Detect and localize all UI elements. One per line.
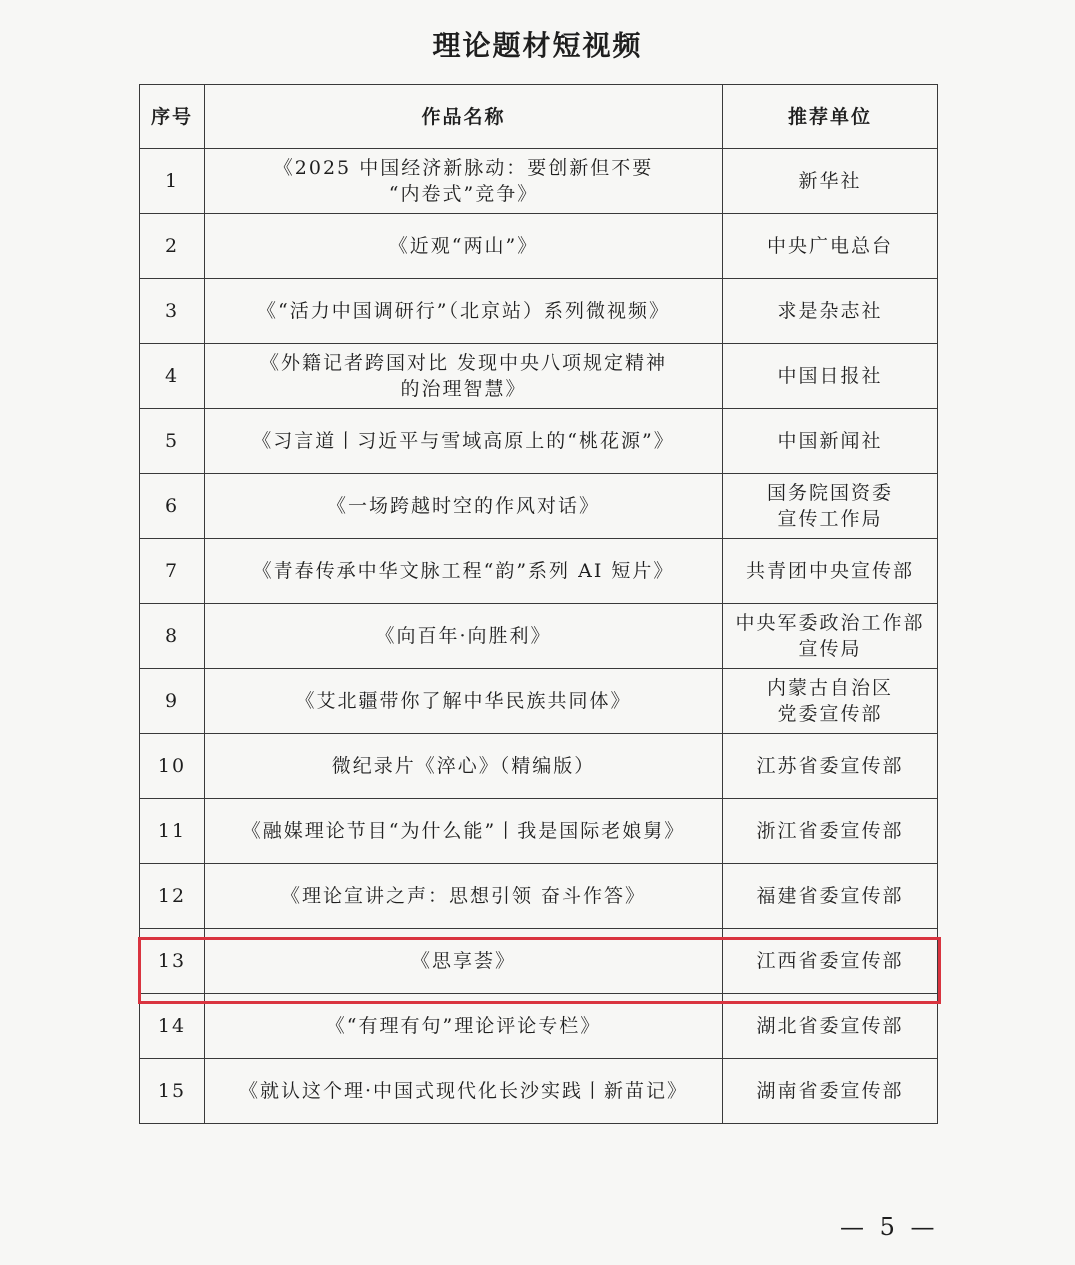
table-row xyxy=(140,799,938,864)
table-header-row xyxy=(140,85,938,149)
cell-recommending-unit xyxy=(723,539,938,604)
table-row xyxy=(140,474,938,539)
cell-work-title xyxy=(205,474,723,539)
unit-line: 江苏省委宣传部 xyxy=(756,755,904,777)
cell-serial-number: 3 xyxy=(140,279,205,344)
cell-recommending-unit xyxy=(723,669,938,734)
work-title-line: 的治理智慧》 xyxy=(400,378,527,400)
work-title-line: 微纪录片《淬心》（精编版） xyxy=(331,755,596,777)
work-title-line: 《2025 中国经济新脉动：要创新但不要 xyxy=(273,157,654,179)
cell-serial-number: 11 xyxy=(140,799,205,864)
unit-line: 宣传工作局 xyxy=(777,508,883,530)
work-title-line: 《艾北疆带你了解中华民族共同体》 xyxy=(295,690,632,712)
work-title-line: 《融媒理论节目“为什么能”丨我是国际老娘舅》 xyxy=(241,820,686,842)
unit-line: 湖南省委宣传部 xyxy=(756,1080,904,1102)
cell-recommending-unit xyxy=(723,344,938,409)
unit-line: 求是杂志社 xyxy=(777,300,883,322)
cell-serial-number: 12 xyxy=(140,864,205,929)
work-title-line: “内卷式”竞争》 xyxy=(388,183,539,205)
unit-line: 湖北省委宣传部 xyxy=(756,1015,904,1037)
cell-recommending-unit xyxy=(723,604,938,669)
table-row xyxy=(140,864,938,929)
work-title-line: 《青春传承中华文脉工程“韵”系列 AI 短片》 xyxy=(252,560,675,582)
unit-line: 党委宣传部 xyxy=(777,703,883,725)
header-serial-number: 序号 xyxy=(140,85,205,149)
work-title-line: 《“有理有句”理论评论专栏》 xyxy=(325,1015,602,1037)
cell-serial-number: 2 xyxy=(140,214,205,279)
works-table xyxy=(139,84,938,1124)
cell-serial-number: 10 xyxy=(140,734,205,799)
cell-recommending-unit xyxy=(723,929,938,994)
cell-serial-number: 5 xyxy=(140,409,205,474)
cell-recommending-unit xyxy=(723,864,938,929)
cell-work-title xyxy=(205,1059,723,1124)
cell-serial-number: 6 xyxy=(140,474,205,539)
unit-line: 中国日报社 xyxy=(777,365,883,387)
cell-recommending-unit xyxy=(723,409,938,474)
unit-line: 福建省委宣传部 xyxy=(756,885,904,907)
page-number: — 5 — xyxy=(840,1213,939,1241)
work-title-line: 《外籍记者跨国对比 发现中央八项规定精神 xyxy=(259,352,668,374)
unit-line: 宣传局 xyxy=(798,638,862,660)
table-row xyxy=(140,149,938,214)
cell-work-title xyxy=(205,994,723,1059)
cell-recommending-unit xyxy=(723,149,938,214)
unit-line: 中央军委政治工作部 xyxy=(735,612,925,634)
cell-work-title xyxy=(205,799,723,864)
work-title-line: 《习言道丨习近平与雪域高原上的“桃花源”》 xyxy=(252,430,675,452)
cell-serial-number: 13 xyxy=(140,929,205,994)
cell-recommending-unit xyxy=(723,214,938,279)
work-title-line: 《就认这个理·中国式现代化长沙实践丨新苗记》 xyxy=(238,1080,689,1102)
cell-recommending-unit xyxy=(723,279,938,344)
header-recommending-unit: 推荐单位 xyxy=(723,85,938,149)
unit-line: 江西省委宣传部 xyxy=(756,950,904,972)
cell-serial-number: 9 xyxy=(140,669,205,734)
work-title-line: 《思享荟》 xyxy=(410,950,516,972)
work-title-line: 《一场跨越时空的作风对话》 xyxy=(326,495,600,517)
cell-recommending-unit xyxy=(723,994,938,1059)
table-row xyxy=(140,539,938,604)
cell-work-title xyxy=(205,279,723,344)
table-row xyxy=(140,1059,938,1124)
cell-work-title xyxy=(205,409,723,474)
header-work-title: 作品名称 xyxy=(205,85,723,149)
unit-line: 浙江省委宣传部 xyxy=(756,820,904,842)
cell-work-title xyxy=(205,149,723,214)
cell-work-title xyxy=(205,539,723,604)
cell-work-title xyxy=(205,929,723,994)
table-row xyxy=(140,734,938,799)
cell-recommending-unit xyxy=(723,734,938,799)
cell-serial-number: 14 xyxy=(140,994,205,1059)
table-row xyxy=(140,344,938,409)
cell-work-title xyxy=(205,734,723,799)
unit-line: 共青团中央宣传部 xyxy=(745,560,914,582)
cell-serial-number: 15 xyxy=(140,1059,205,1124)
cell-serial-number: 7 xyxy=(140,539,205,604)
work-title-line: 《近观“两山”》 xyxy=(388,235,539,257)
cell-work-title xyxy=(205,604,723,669)
work-title-line: 《“活力中国调研行”（北京站）系列微视频》 xyxy=(257,300,670,322)
table-row xyxy=(140,214,938,279)
unit-line: 国务院国资委 xyxy=(766,482,893,504)
cell-recommending-unit xyxy=(723,1059,938,1124)
cell-work-title xyxy=(205,669,723,734)
cell-serial-number: 1 xyxy=(140,149,205,214)
unit-line: 中央广电总台 xyxy=(766,235,893,257)
work-title-line: 《理论宣讲之声：思想引领 奋斗作答》 xyxy=(280,885,647,907)
cell-recommending-unit xyxy=(723,799,938,864)
table-row xyxy=(140,994,938,1059)
cell-work-title xyxy=(205,344,723,409)
table-row xyxy=(140,409,938,474)
cell-work-title xyxy=(205,214,723,279)
table-row xyxy=(140,279,938,344)
cell-serial-number: 4 xyxy=(140,344,205,409)
table-row xyxy=(140,669,938,734)
cell-serial-number: 8 xyxy=(140,604,205,669)
unit-line: 新华社 xyxy=(798,170,862,192)
table-row xyxy=(140,604,938,669)
document-title: 理论题材短视频 xyxy=(432,29,643,62)
table-row xyxy=(140,929,938,994)
cell-recommending-unit xyxy=(723,474,938,539)
unit-line: 中国新闻社 xyxy=(777,430,883,452)
work-title-line: 《向百年·向胜利》 xyxy=(375,625,552,647)
cell-work-title xyxy=(205,864,723,929)
table-body xyxy=(140,149,938,1124)
unit-line: 内蒙古自治区 xyxy=(766,677,893,699)
